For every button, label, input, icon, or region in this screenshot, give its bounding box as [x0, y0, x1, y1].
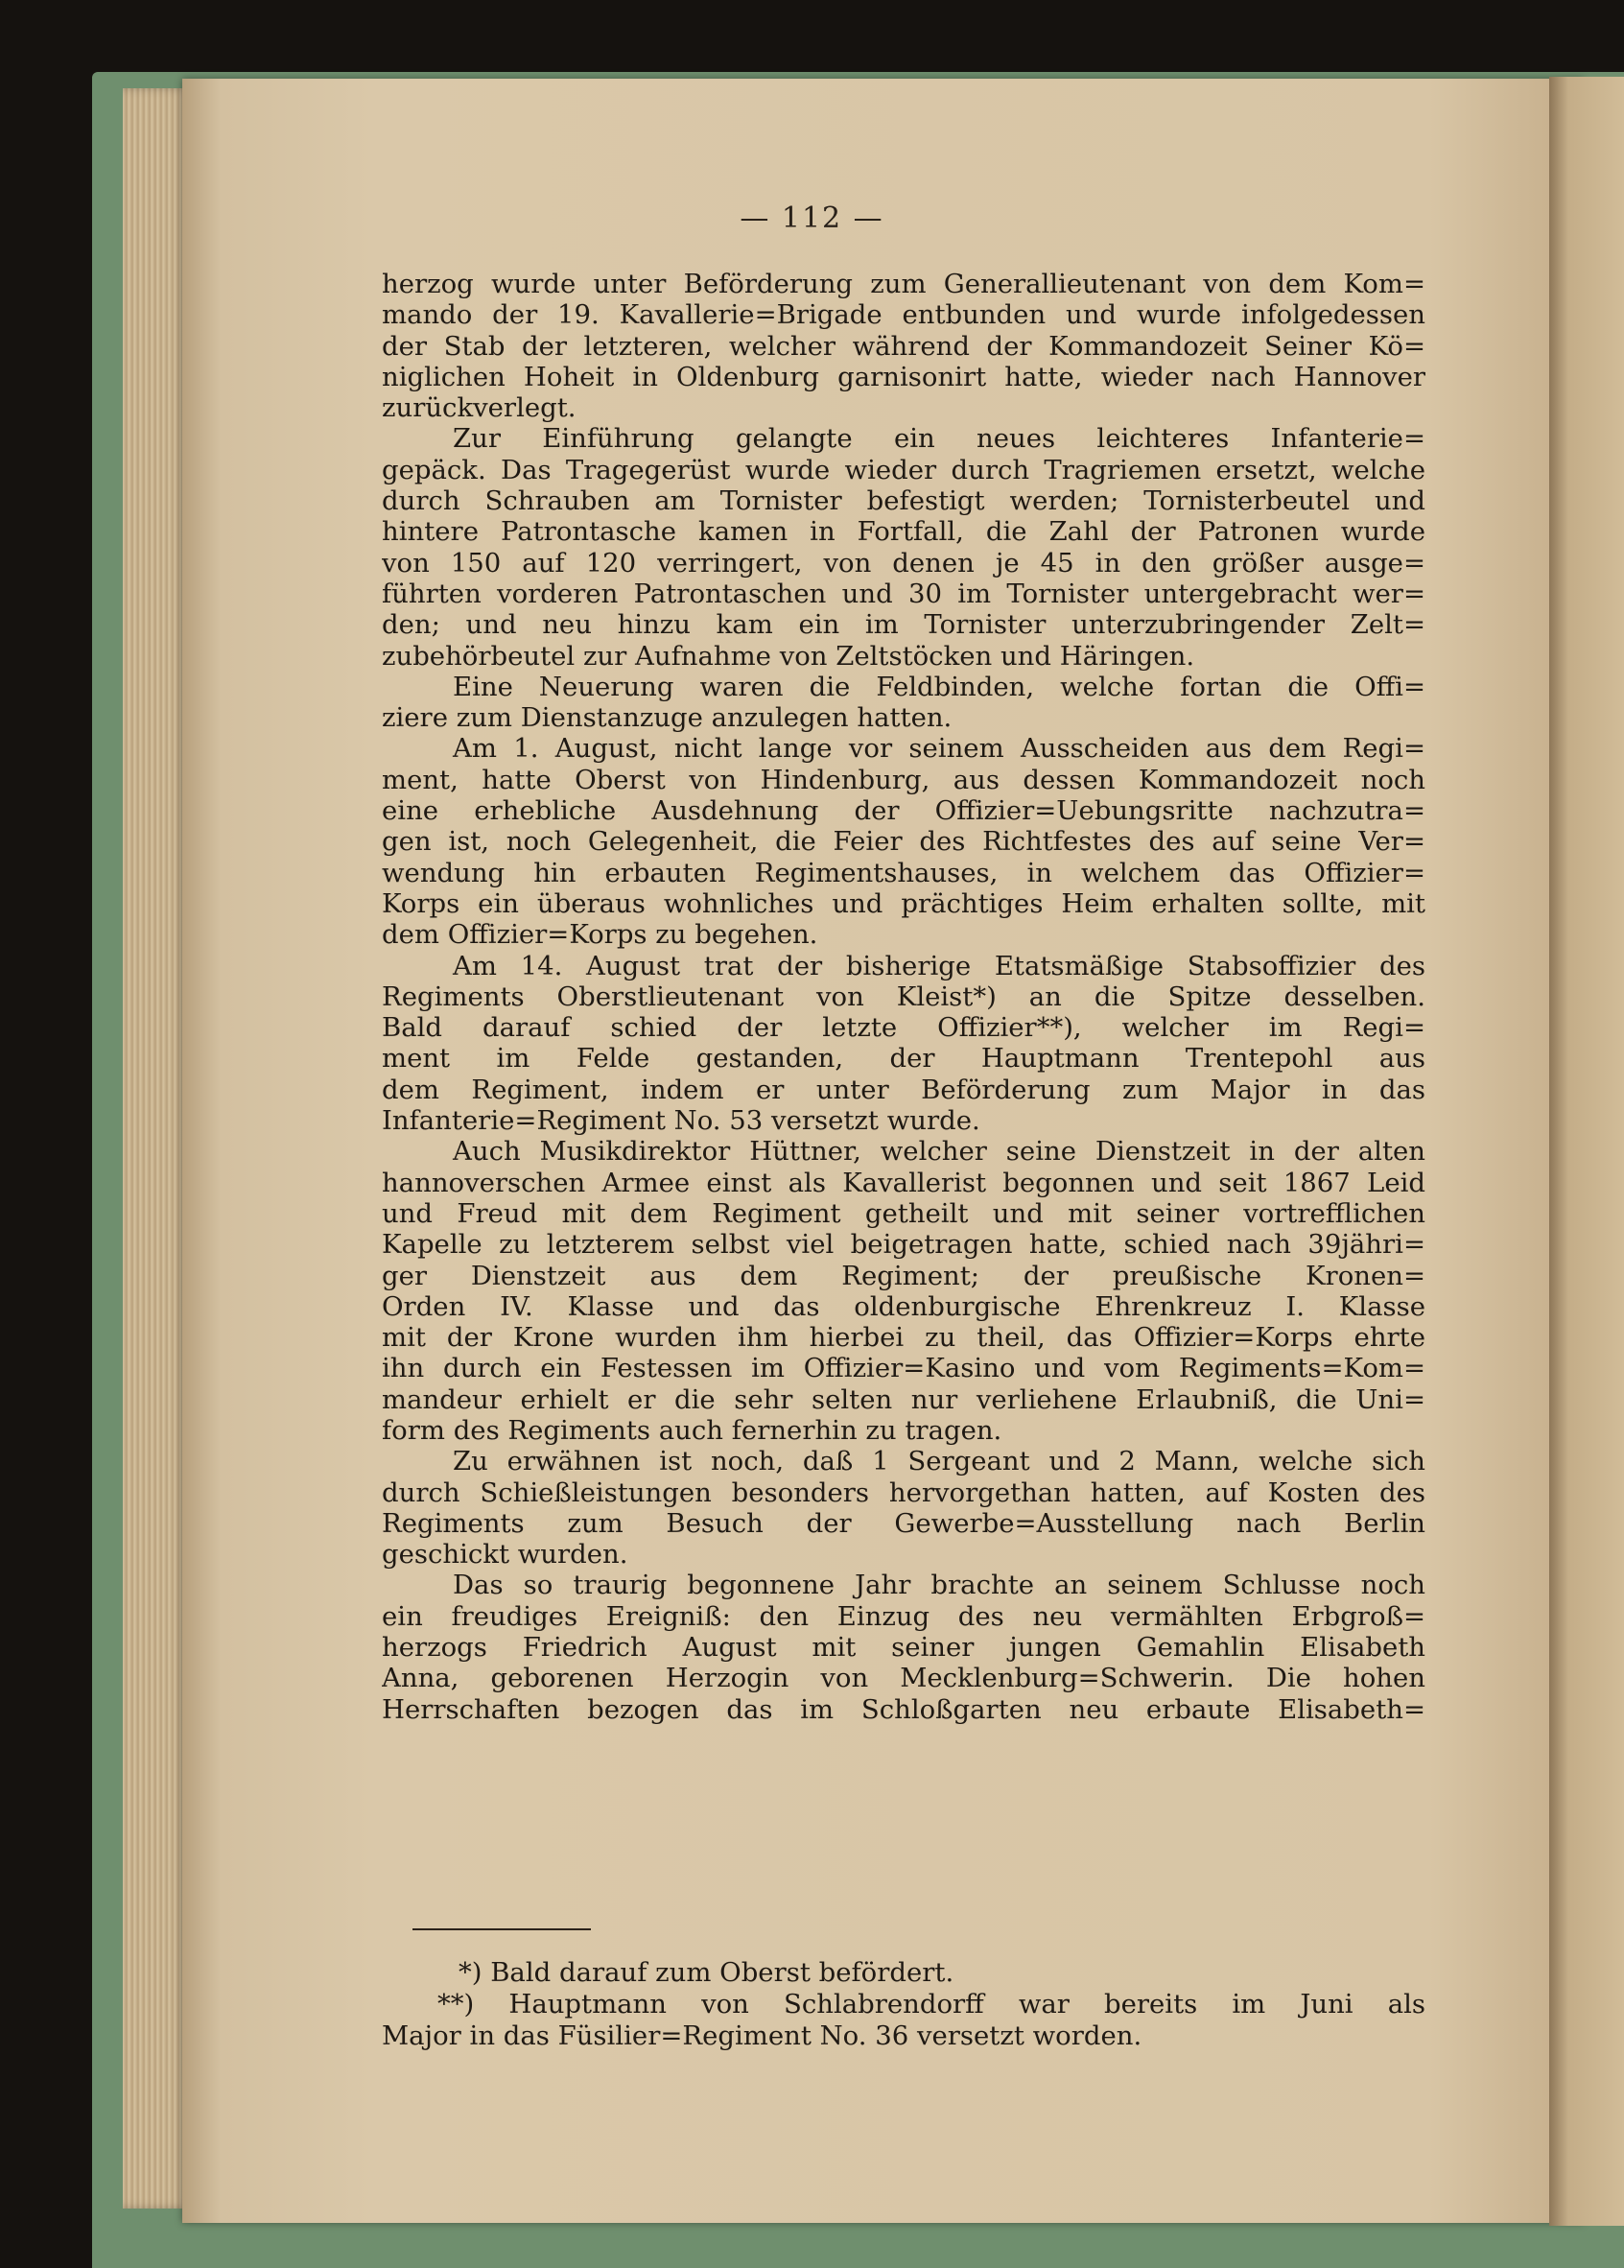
text-line: führten vorderen Patrontaschen und 30 im Tornister untergebracht wer=	[382, 578, 1425, 609]
text-line: Am 1. August, nicht lange vor seinem Ausscheiden aus dem Regi=	[453, 733, 1425, 765]
text-line: form des Regiments auch fernerhin zu tragen.	[382, 1414, 1002, 1446]
text-line: der Stab der letzteren, welcher während der Kommandozeit Seiner Kö=	[382, 330, 1425, 362]
text-line: und Freud mit dem Regiment getheilt und mit seiner vortrefflichen	[382, 1197, 1425, 1229]
text-line: mando der 19. Kavallerie=Brigade entbunden und wurde infolgedessen	[382, 299, 1425, 331]
text-line: den; und neu hinzu kam ein im Tornister unterzubringender Zelt=	[382, 609, 1425, 641]
text-line: Eine Neuerung waren die Feldbinden, welche fortan die Offi=	[453, 671, 1425, 702]
footnotes	[382, 1957, 1425, 2052]
text-line: durch Schrauben am Tornister befestigt werden; Tornisterbeutel und	[382, 485, 1425, 517]
text-line: Infanterie=Regiment No. 53 versetzt wurde.	[382, 1105, 980, 1137]
text-line: mit der Krone wurden ihm hierbei zu theil, das Offizier=Korps ehrte	[382, 1322, 1425, 1354]
text-line: niglichen Hoheit in Oldenburg garnisonirt hatte, wieder nach Hannover	[382, 361, 1425, 392]
text-line: Zur Einführung gelangte ein neues leichteres Infanterie=	[453, 423, 1425, 455]
footnote-line: **) Hauptmann von Schlabrendorff war bereits im Juni als	[437, 1989, 1425, 2020]
text-line: hintere Patrontasche kamen in Fortfall, die Zahl der Patronen wurde	[382, 516, 1425, 548]
text-line: eine erhebliche Ausdehnung der Offizier=Uebungsritte nachzutra=	[382, 795, 1425, 827]
text-line: Bald darauf schied der letzte Offizier**), welcher im Regi=	[382, 1012, 1425, 1044]
text-line: gen ist, noch Gelegenheit, die Feier des Richtfestes des auf seine Ver=	[382, 826, 1425, 858]
text-line: ihn durch ein Festessen im Offizier=Kasino und vom Regiments=Kom=	[382, 1353, 1425, 1384]
text-line: Zu erwähnen ist noch, daß 1 Sergeant und 2 Mann, welche sich	[453, 1446, 1425, 1477]
text-line: gepäck. Das Tragegerüst wurde wieder durch Tragriemen ersetzt, welche	[382, 454, 1425, 485]
text-line: ziere zum Dienstanzuge anzulegen hatten.	[382, 702, 953, 734]
text-line: herzogs Friedrich August mit seiner jungen Gemahlin Elisabeth	[382, 1632, 1425, 1664]
text-line: ein freudiges Ereigniß: den Einzug des neu vermählten Erbgroß=	[382, 1600, 1425, 1632]
text-line: Regiments Oberstlieutenant von Kleist*) an die Spitze desselben.	[382, 980, 1425, 1012]
text-line: von 150 auf 120 verringert, von denen je 45 in den größer ausge=	[382, 547, 1425, 579]
text-line: zubehörbeutel zur Aufnahme von Zeltstöcken und Häringen.	[382, 640, 1195, 672]
text-line: herzog wurde unter Beförderung zum Generallieutenant von dem Kom=	[382, 269, 1425, 299]
text-line: zurückverlegt.	[382, 392, 577, 424]
text-line: Regiments zum Besuch der Gewerbe=Ausstellung nach Berlin	[382, 1507, 1425, 1539]
text-line: Anna, geborenen Herzogin von Mecklenburg=Schwerin. Die hohen	[382, 1663, 1425, 1694]
page-edges	[123, 88, 190, 2209]
page-number: — 112 —	[740, 201, 884, 235]
text-line: durch Schießleistungen besonders hervorgethan hatten, auf Kosten des	[382, 1477, 1425, 1508]
text-line: Kapelle zu letzterem selbst viel beigetragen hatte, schied nach 39jähri=	[382, 1229, 1425, 1261]
text-line: ment, hatte Oberst von Hindenburg, aus dessen Kommandozeit noch	[382, 764, 1425, 795]
text-line: hannoverschen Armee einst als Kavallerist begonnen und seit 1867 Leid	[382, 1167, 1425, 1198]
text-line: Herrschaften bezogen das im Schloßgarten neu erbaute Elisabeth=	[382, 1693, 1425, 1725]
body-text	[382, 269, 1425, 1725]
footnote-rule	[412, 1928, 591, 1930]
text-line: dem Offizier=Korps zu begehen.	[382, 919, 818, 951]
text-line: dem Regiment, indem er unter Beförderung zum Major in das	[382, 1074, 1425, 1105]
next-page-edge	[1549, 77, 1624, 2226]
footnote-line: Major in das Füsilier=Regiment No. 36 versetzt worden.	[382, 2020, 1142, 2051]
text-line: Korps ein überaus wohnliches und prächtiges Heim erhalten sollte, mit	[382, 887, 1425, 919]
text-line: ment im Felde gestanden, der Hauptmann Trentepohl aus	[382, 1043, 1425, 1075]
text-line: wendung hin erbauten Regimentshauses, in welchem das Offizier=	[382, 857, 1425, 888]
text-line: ger Dienstzeit aus dem Regiment; der preußische Kronen=	[382, 1260, 1425, 1291]
text-line: Orden IV. Klasse und das oldenburgische Ehrenkreuz I. Klasse	[382, 1290, 1425, 1322]
text-line: Auch Musikdirektor Hüttner, welcher seine Dienstzeit in der alten	[453, 1136, 1425, 1168]
footnote-line: *) Bald darauf zum Oberst befördert.	[459, 1957, 954, 1988]
text-line: Am 14. August trat der bisherige Etatsmäßige Stabsoffizier des	[453, 950, 1425, 981]
text-line: geschickt wurden.	[382, 1539, 628, 1571]
text-line: Das so traurig begonnene Jahr brachte an seinem Schlusse noch	[453, 1570, 1425, 1601]
text-line: mandeur erhielt er die sehr selten nur verliehene Erlaubniß, die Uni=	[382, 1383, 1425, 1415]
